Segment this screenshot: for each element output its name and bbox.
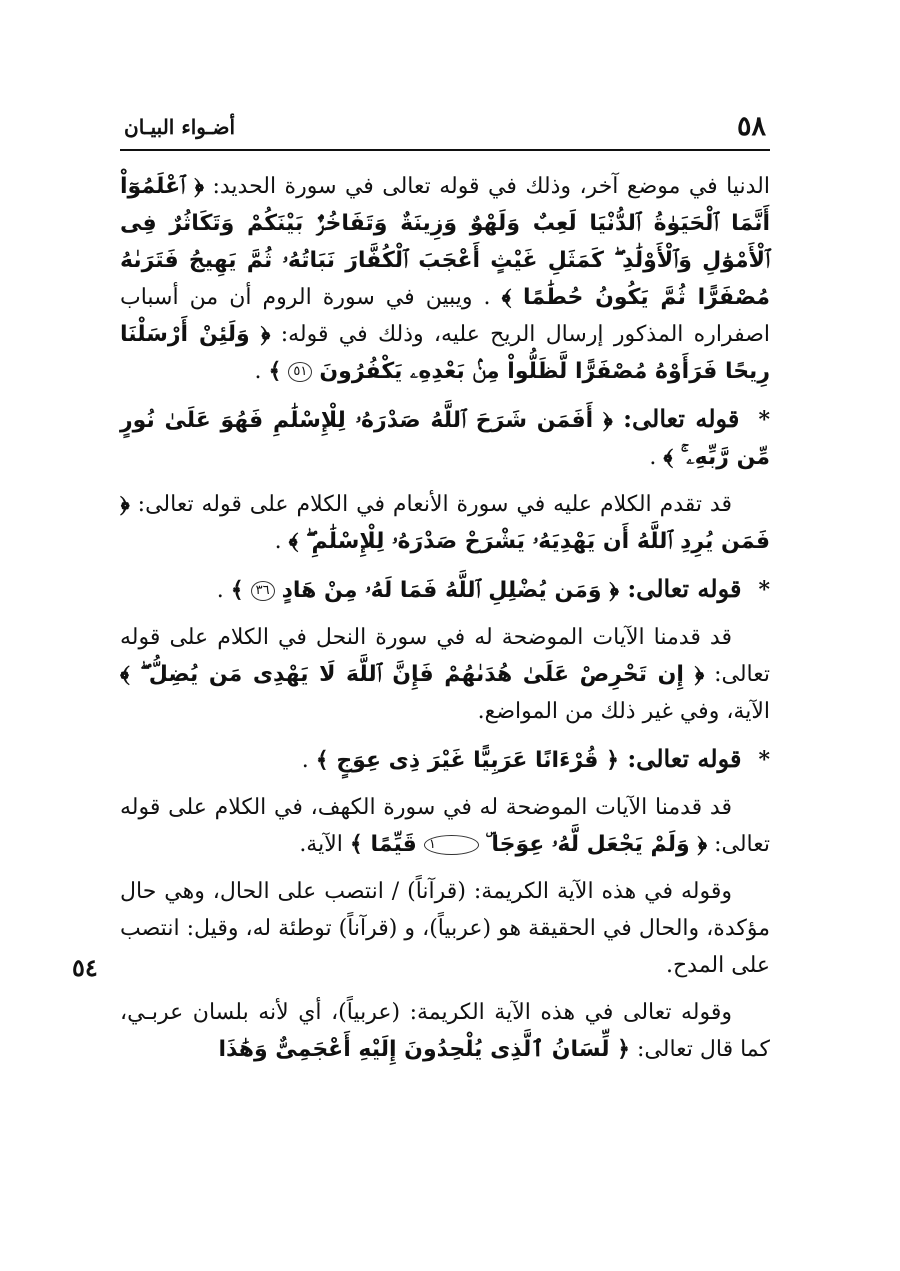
quran-verse: ﴿ إِن تَحْرِصْ عَلَىٰ هُدَىٰهُمْ فَإِنَّ ٱللَّهَ لَا يَهْدِى مَن يُضِلُّ ۖ ﴾ [120, 662, 705, 687]
paragraph [120, 168, 770, 390]
margin-page-reference: ٥٤ [72, 953, 98, 982]
verse-heading [120, 400, 770, 476]
running-title: أضـواء البيـان [124, 115, 236, 139]
paragraph [120, 486, 770, 560]
page-body [120, 168, 770, 1078]
body-text: وقوله في هذه الآية الكريمة: (قرآناً) / انتصب على الحال، وهي حال مؤكدة، والحال في الحقيقة هو (عربياً)، و (قرآناً) توطئة له، وقيل: انتصب على المدح. [120, 879, 770, 978]
paragraph [120, 619, 770, 730]
heading-label: قوله تعالى: [618, 574, 742, 603]
body-text: الآية. [299, 832, 343, 857]
star-bullet: * [758, 407, 771, 433]
quran-verse: ﴿ وَمَن يُضْلِلِ ٱللَّهُ فَمَا لَهُۥ مِنْ هَادٍ [281, 578, 619, 603]
verse-number-marker: ٥١ [288, 362, 312, 382]
body-text: . [254, 359, 262, 384]
star-bullet: * [758, 577, 770, 603]
body-text: . [301, 748, 309, 773]
verse-number-marker: ٣٦ [251, 581, 275, 601]
quran-verse: ﴿ أَفَمَن شَرَحَ ٱللَّهُ صَدْرَهُۥ لِلْإِسْلَٰمِ فَهُوَ عَلَىٰ نُورٍ مِّن رَّبِّهِۦ ۚ ﴾ [120, 408, 770, 470]
quran-verse: ﴿ ٱعْلَمُوٓاْ أَنَّمَا ٱلْحَيَوٰةُ ٱلدُّنْيَا لَعِبٌ وَلَهْوٌ وَزِينَةٌ وَتَفَاخُرٌۢ بَيْنَكُمْ وَتَكَاثُرٌ فِى ٱلْأَمْوَٰلِ وَٱلْأَوْلَٰدِ ۖ كَمَثَلِ غَيْثٍ أَعْجَبَ ٱلْكُفَّارَ نَبَاتُهُۥ ثُمَّ يَهِيجُ فَتَرَىٰهُ مُصْفَرًّا ثُمَّ يَكُونُ حُطَٰمًا ﴾ [120, 174, 770, 310]
body-text: . [216, 578, 224, 603]
heading-label: قوله تعالى: [612, 404, 740, 433]
quran-verse-end: ﴾ [268, 359, 282, 384]
page-header [120, 105, 770, 151]
quran-verse-end: ﴾ [230, 578, 244, 603]
body-text: وقوله تعالى في هذه الآية الكريمة: (عربياً)، أي لأنه بلسان عربـي، كما قال تعالى: [120, 1000, 770, 1062]
paragraph [120, 789, 770, 863]
body-text: . [649, 445, 657, 470]
paragraph [120, 994, 770, 1068]
body-text: الدنيا في موضع آخر، وذلك في قوله تعالى في سورة الحديد: [204, 174, 770, 199]
star-bullet: * [758, 747, 770, 773]
heading-label: قوله تعالى: [618, 744, 742, 773]
quran-verse: ﴿ وَلَمْ يَجْعَل لَّهُۥ عِوَجَا ۜ [485, 832, 708, 857]
verse-heading [120, 570, 770, 609]
body-text: الآية، وفي غير ذلك من المواضع. [477, 699, 770, 724]
verse-heading [120, 740, 770, 779]
verse-number-marker: ١ [424, 835, 479, 855]
body-text: قد قدمنا الآيات الموضحة له في سورة النحل في الكلام على قوله تعالى: [120, 625, 770, 687]
body-text: . [274, 529, 282, 554]
quran-verse: ﴿ لِّسَانُ ٱلَّذِى يُلْحِدُونَ إِلَيْهِ أَعْجَمِىٌّ وَهَٰذَا [218, 1037, 631, 1062]
body-text: . ويبين في سورة الروم أن من أسباب اصفراره المذكور إرسال الريح عليه، وذلك في قوله: [120, 285, 770, 347]
quran-verse: ﴿ قُرْءَانًا عَرَبِيًّا غَيْرَ ذِى عِوَجٍ ﴾ [315, 748, 619, 773]
body-text: قد قدمنا الآيات الموضحة له في سورة الكهف، في الكلام على قوله تعالى: [120, 795, 770, 857]
quran-verse: ﴿ فَمَن يُرِدِ ٱللَّهُ أَن يَهْدِيَهُۥ يَشْرَحْ صَدْرَهُۥ لِلْإِسْلَٰمِ ۖ ﴾ [120, 492, 770, 554]
quran-verse: ﴿ وَلَئِنْ أَرْسَلْنَا رِيحًا فَرَأَوْهُ مُصْفَرًّا لَّظَلُّواْ مِنۢ بَعْدِهِۦ يَكْفُرُونَ [120, 322, 770, 384]
quran-verse: قَيِّمًا ﴾ [349, 832, 417, 857]
paragraph [120, 873, 770, 984]
body-text: قد تقدم الكلام عليه في سورة الأنعام في الكلام على قوله تعالى: [129, 492, 732, 517]
page-number: ٥٨ [736, 111, 766, 142]
